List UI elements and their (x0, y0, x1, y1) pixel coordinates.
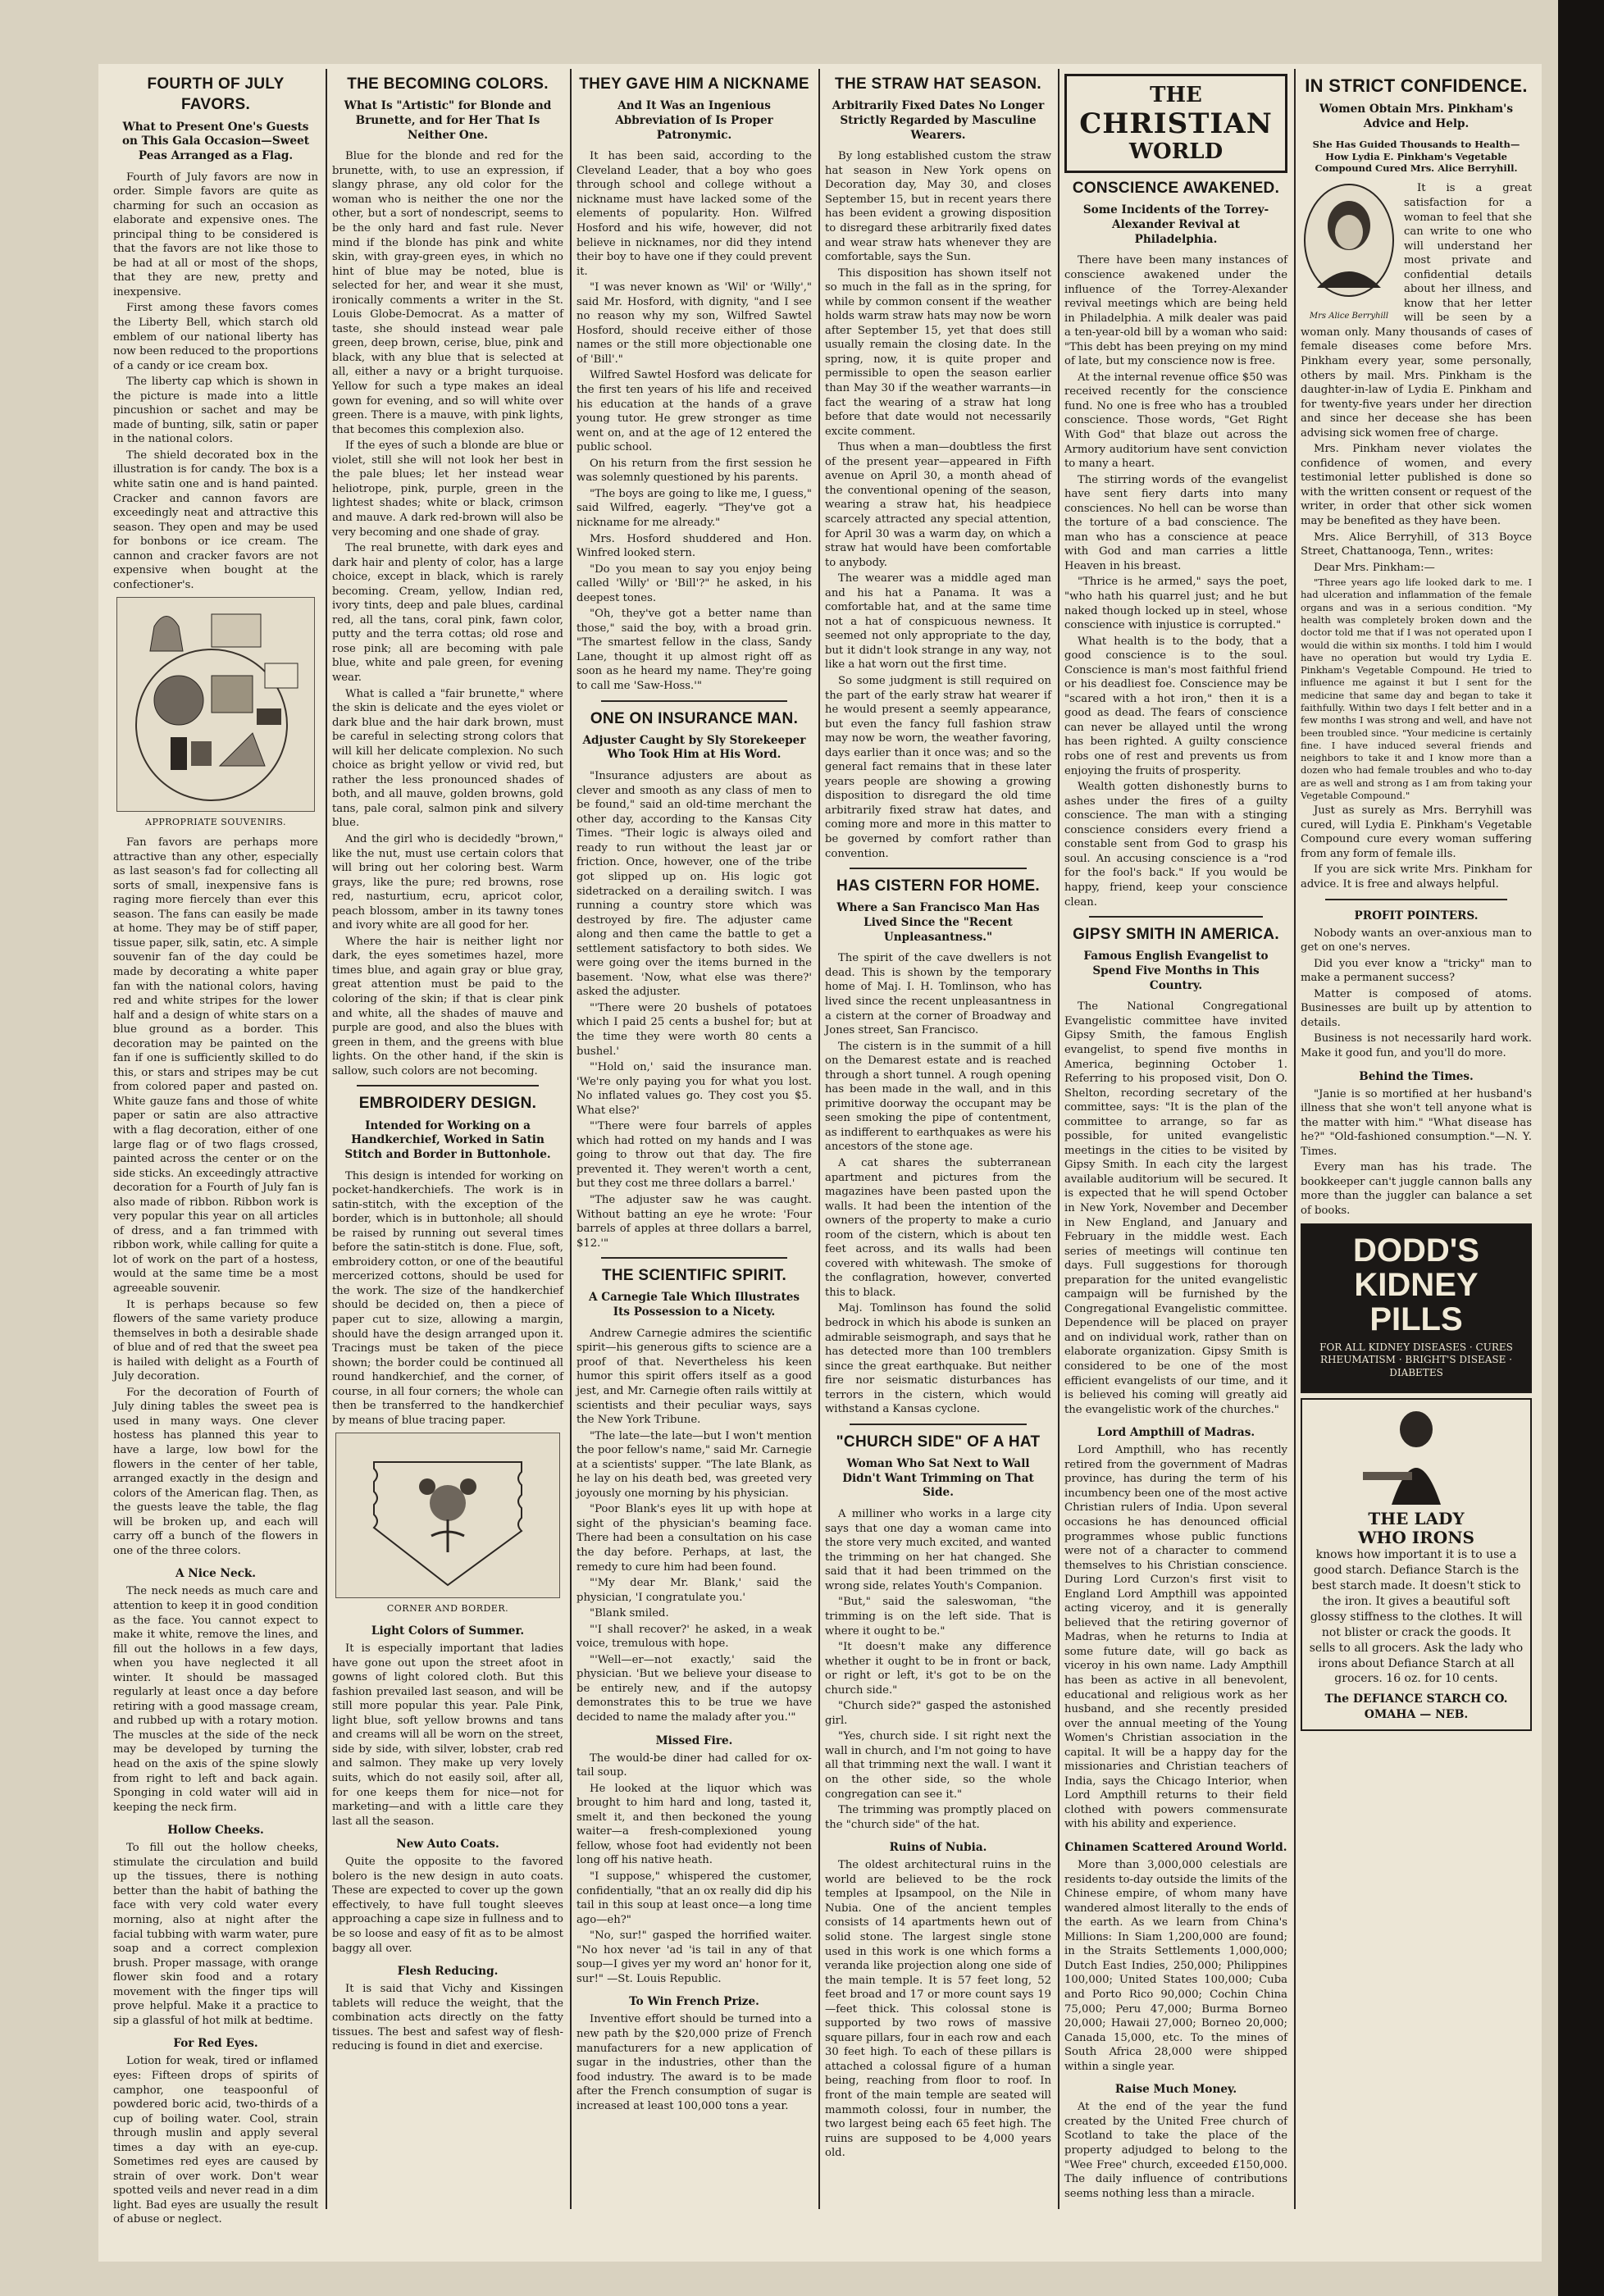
paragraph: This disposition has shown itself not so much in the fall as in the spring, for while by common consent if the weather holds warm straw hats may now be worn after September 15, yet that does still usually remain the closing date. In the spring, now, it is quite proper and permissible to open the season earlier than May 30 if the weather warrants—in fact the wearing of a straw hat long before that date would not necessarily excite comment. (825, 266, 1051, 438)
dodds-line-2: KIDNEY (1354, 1266, 1479, 1303)
paragraph: Mrs. Alice Berryhill, of 313 Boyce Street, Chattanooga, Tenn., writes: (1301, 531, 1532, 558)
column-6 (1301, 71, 1532, 2203)
paragraph: "'Hold on,' said the insurance man. 'We're only paying you for what you lost. No inflated values go. They cost you $5. What else?' (576, 1061, 812, 1117)
dodds-line-3: PILLS (1369, 1301, 1463, 1337)
deck: What to Present One's Guests on This Gala Occasion—Sweet Peas Arranged as a Flag. (121, 120, 309, 162)
paragraph: The shield decorated box in the illustration is for candy. The box is a white satin one and is hand painted. Cracker and cannon favors are exceedingly neat and attractive this season. They open and may be used for bonbons or ice cream. The cannon and cracker favors are not expensive when bought at the confectioner's. (113, 449, 318, 591)
paragraph: The trimming was promptly placed on the "church side" of the hat. (825, 1804, 1051, 1831)
headline: THE BECOMING COLORS. (347, 75, 549, 93)
paragraph: He looked at the liquor which was brought to him hard and long, tasted it, smelt it, and then beckoned the young waiter—a fresh-complexioned young fellow, whose foot had evidently not been long off his native heath. (576, 1782, 812, 1867)
paragraph: Lord Ampthill, who has recently retired from the government of Madras province, has during the term of his incumbency been one of the most active Christian rulers of India. Upon several occasions he has denounced official programmes whose public functions were not of a character to commend themselves to his Christian conscience. During Lord Curzon's first visit to England Lord Ampthill was appointed acting viceroy, and it is generally believed that the retiring governor of Madras, when he returns to India at some future date, will go back as viceroy in his own name. Lady Ampthill has been as active in all benevolent, educational and religious work as her husband, and she recently presided over the annual meeting of the Young Women's Christian association in the capital. It will be a happy day for the missionaries and Christian teachers of India, says the Chicago Interior, when Lord Ampthill returns to their field clothed with powers commensurate with his ability and experience. (1064, 1444, 1287, 1831)
deck: Arbitrarily Fixed Dates No Longer Strictly Regarded by Masculine Wearers. (832, 99, 1045, 142)
column-rule (326, 69, 327, 2209)
subhead: Lord Ampthill of Madras. (1096, 1426, 1255, 1440)
paragraph: By long established custom the straw hat season in New York opens on Decoration day, May 30, and closes September 15, but in recent years there has been evident a growing disposition to disregard these arbitrarily fixed dates and wear straw hats whenever they are comfortable, says the Sun. (825, 150, 1051, 264)
paragraph: Thus when a man—doubtless the first of the present year—appeared in Fifth avenue on April 30, a month ahead of the conventional opening of the season, wearing a straw hat, his headpiece scarcely attracted any special attention, for April 30 was a warm day, on which a straw hat would have been comfortable to anybody. (825, 441, 1051, 569)
headline: GIPSY SMITH IN AMERICA. (1073, 926, 1279, 944)
paragraph: "It doesn't make any difference whether it ought to be in front or back, or right or left, it's got to be on the church side." (825, 1641, 1051, 1697)
paragraph: To fill out the hollow cheeks, stimulate the circulation and build up the tissues, there is nothing better than the habit of bathing the face with very cold water every morning, also at night after the facial tubbing with warm water, pure soap and a correct complexion brush. Proper massage, with orange flower skin food and a rotary movement with the finger tips will prove helpful. Make it a practice to sip a glassful of hot milk at bedtime. (113, 1842, 318, 2027)
paragraph: For the decoration of Fourth of July dining tables the sweet pea is used in many ways. One clever hostess has planned this year to have a large, low bowl for the flowers in the center of her table, arranged exactly in the design and colors of the American flag. Then, as the guests leave the table, the flag will be broken up, and each will carry off a bunch of the flowers in one of the three colors. (113, 1386, 318, 1557)
subhead: Ruins of Nubia. (889, 1841, 987, 1855)
embroidery-illustration (335, 1433, 560, 1598)
paragraph: More than 3,000,000 celestials are residents to-day outside the limits of the Chinese empire, of whom many have wandered almost literally to the ends of the earth. As we learn from China's Millions: In Siam 1,200,000 are found; in the Straits Settlements 1,000,000; Dutch East Indies, 250,000; Philippines 100,000; United States 100,000; Cuba and Porto Rico 90,000; Cochin China 75,000; Peru 47,000; Burma Borneo 20,000; Hawaii 27,000; Borneo 20,000; Canada 15,000, etc. To the mines of South Africa 28,000 were shipped within a single year. (1064, 1859, 1287, 2073)
headline: ONE ON INSURANCE MAN. (590, 709, 799, 727)
paragraph: It has been said, according to the Cleveland Leader, that a boy who goes through school and college without a nickname must have lacked some of the elements of popularity. Hon. Wilfred Hosford and his wife, however, did not believe in nicknames, nor did they intend their boy to have one if they could prevent it. (576, 150, 812, 278)
headline: FOURTH OF JULY FAVORS. (147, 75, 285, 114)
deck: Woman Who Sat Next to Wall Didn't Want Trimming on That Side. (842, 1457, 1034, 1500)
paragraph: Andrew Carnegie admires the scientific spirit—his generous gifts to science are a proof of that. Nevertheless his keen humor this spirit offers itself as a good jest, and Mr. Carnegie often rails wittily at scientists and their peculiar ways, says the New York Tribune. (576, 1327, 812, 1427)
paragraph: Mrs. Pinkham never violates the confidence of women, and every testimonial letter published is done so with the written consent or request of the writer, in order that other sick women may be benefited as they have been. (1301, 443, 1532, 527)
paragraph: "The boys are going to like me, I guess," said Wilfred, eagerly. "They've got a nickname for me already." (576, 487, 812, 529)
caption: CORNER AND BORDER. (386, 1603, 509, 1615)
paragraph: Fan favors are perhaps more attractive than any other, especially as last season's fad for collecting all sorts of small, inexpensive fans is raging more fiercely than ever this season. The fans can easily be made at home. They may be of stiff paper, tissue paper, silk, satin, etc. A simple souvenir fan of the day could be made by decorating a white paper fan with the national colors, having red and white stripes for the lower half and a design of white stars on a blue ground as a border. This decoration may be painted on the fan if one is sufficiently skilled to do this, or stars and stripes may be cut from colored paper and pasted on. White gauze fans and those of white paper or satin are also attractive with a flag decoration, either of one large flag or of two flags crossed, painted across the center or on the side sticks. An exceedingly attractive decoration for a Fourth of July fan is also made of ribbon. Ribbon work is very popular this year on all articles of dress, and a fan trimmed with ribbon work, while calling for quite a lot of work on the part of a hostess, would at the same time be a most agreeable souvenir. (113, 836, 318, 1295)
paragraph: On his return from the first session he was solemnly questioned by his parents. (576, 457, 812, 485)
subhead: Behind the Times. (1359, 1069, 1474, 1083)
paragraph: At the end of the year the fund created by the United Free church of Scotland to take the place of the property adjudged to belong to the "Wee Free" church, exceeded £150,000. The daily influence of contributions seems nothing less than a miracle. (1064, 2101, 1287, 2200)
paragraph: Maj. Tomlinson has found the solid bedrock in which his abode is sunken an admirable seismograph, and says that he has detected more than 100 tremblers since the great earthquake. But neither fire nor seismatic disturbances has terrors in the cistern, which would withstand a Kansas cyclone. (825, 1302, 1051, 1416)
paragraph: "Oh, they've got a better name than those," said the boy, with a broad grin. "The smartest fellow in the class, Sandy Lane, thought it up almost right off as soon as he heard my name. They're going to call me 'Saw-Hoss.'" (576, 608, 812, 692)
column-1 (113, 71, 318, 2226)
column-4 (825, 71, 1051, 2203)
masthead-christian: CHRISTIAN (1079, 107, 1273, 140)
deck: Some Incidents of the Torrey-Alexander Revival at Philadelphia. (1082, 203, 1269, 246)
defiance-starch-ad (1301, 1398, 1532, 1731)
paragraph: Business is not necessarily hard work. Make it good fun, and you'll do more. (1301, 1032, 1532, 1059)
paragraph: "Janie is so mortified at her husband's illness that she won't tell anyone what is the matter with him." "What disease has he?" "Old-fashioned consumption."—N. Y. Times. (1301, 1087, 1532, 1158)
dodds-line-1: DODD'S (1353, 1232, 1479, 1269)
column-rule (570, 69, 572, 2209)
paragraph: "Yes, church side. I sit right next the wall in church, and I'm not going to have all that trimming next the wall. I want it on the other side, so the whole congregation can see it." (825, 1730, 1051, 1801)
paragraph: "Poor Blank's eyes lit up with hope at sight of the physician's beaming face. There had been a consultation on his case the day before. Perhaps, at last, the remedy to cure him had been found. (576, 1503, 812, 1574)
paragraph: "Thrice is he armed," says the poet, "who hath his quarrel just; and he but naked though locked up in steel, whose conscience with injustice is corrupted." (1064, 576, 1287, 632)
subhead: Flesh Reducing. (397, 1965, 499, 1979)
lady-company: The DEFIANCE STARCH CO. (1324, 1692, 1508, 1706)
paragraph: "Church side?" gasped the astonished girl. (825, 1700, 1051, 1727)
paragraph: So some judgment is still required on the part of the early straw hat wearer if he would present a seemly appearance, but even the fancy full fashion straw may now be worn, the weather favoring, days earlier than it once was; and so the general fact remains that in these later years people are showing a growing disposition to disregard the old time arbitrarily fixed straw hat dates, and coming more and more in this matter to be governed by comfort rather than convention. (825, 674, 1051, 860)
paragraph: The real brunette, with dark eyes and dark hair and plenty of color, has a large choice, except in black, which is rarely becoming. Cream, yellow, Indian red, ivory tints, deep and pale blues, cardinal red, all the tans, coral pink, fawn color, putty and the terra cottas; old rose and rose pink; all are becoming with pale blue, white and pale green, for evening wear. (332, 542, 563, 684)
paragraph: Quite the opposite to the favored bolero is the new design in auto coats. These are expected to cover up the gown effectively, to have full tought sleeves approaching a cape size in fullness and to be so loose and easy of fit as to be almost baggy all over. (332, 1856, 563, 1955)
deck: A Carnegie Tale Which Illustrates Its Possession to a Nicety. (588, 1291, 800, 1319)
paragraph: The wearer was a middle aged man and his hat a Panama. It was a comfortable hat, and at the same time not a hat of conspicuous newness. It seemed not only appropriate to the day, but it didn't look strange in any way, not like a hat worn out the first time. (825, 572, 1051, 672)
paragraph: "I suppose," whispered the customer, confidentially, "that an ox really did dip his tail in this soup at least once—a long time ago—eh?" (576, 1870, 812, 1926)
paragraph: Just as surely as Mrs. Berryhill was cured, will Lydia E. Pinkham's Vegetable Compound cure every woman suffering from any form of female ills. (1301, 804, 1532, 860)
masthead-the: THE (1150, 83, 1202, 107)
paragraph: What is called a "fair brunette," where the skin is delicate and the eyes violet or dark blue and the hair dark brown, must be careful in selecting strong colors that will kill her delicate complexion. No such choice as bright yellow or vivid red, but rather the less pronounced shades of both, and all mauve, golden browns, gold tans, pale coral, salmon pink and silvery blue. (332, 687, 563, 830)
paragraph: It is especially important that ladies have gone out upon the street afoot in gowns of light colored cloth. But this fashion prevailed last season, and will be still more popular this year. Pale Pink, light blue, soft yellow browns and tans and creams will all be worn on the street, side by side, with silver, lobster, crab red and salmon. They make up very lovely suits, which do not easily soil, after all, for one keeps them for nice—not for marketing—and with a little care they last all the season. (332, 1642, 563, 1828)
subhead: To Win French Prize. (629, 1995, 759, 2009)
paragraph: Where the hair is neither light nor dark, the eyes sometimes hazel, more times blue, and again gray or blue gray, great attention must be paid to the coloring of the skin; if that is clear pink and white, all the shades of mauve and purple are good, and also the blues with green in them, and the greens with blue lights. On the other hand, if the skin is sallow, such colors are not becoming. (332, 935, 563, 1077)
souvenirs-illustration (116, 597, 315, 812)
subhead: A Nice Neck. (175, 1567, 257, 1581)
paragraph: The stirring words of the evangelist have sent fiery darts into many consciences. No hell can be worse than the torture of a bad conscience. The man who has a conscience at peace with God and man carries a little Heaven in his breast. (1064, 473, 1287, 572)
paragraph: The liberty cap which is shown in the picture is made into a little pincushion or sachet and may be made of bunting, silk, satin or paper in the national colors. (113, 376, 318, 446)
dodds-box (1302, 1225, 1530, 1392)
paragraph: What health is to the body, that a good conscience is to the soul. Conscience is man's most faithful friend or his deadliest foe. Conscience may be "scared with a hot iron," then it is a good as dead. The fears of conscience can never be allayed until the wrong has been righted. A guilty conscience robs one of rest and prevents us from enjoying the fruits of prosperity. (1064, 635, 1287, 777)
paragraph: "Insurance adjusters are about as clever and smooth as any class of men to be found," said an old-time merchant the other day, according to the Kansas City Times. "Their logic is always oiled and ready to run without the least jar or friction. Once, however, one of the tribe got slipped up on. His logic got sidetracked on a derailing switch. I was running a country store which was destroyed by fire. The adjuster came along and then came the battle to get a settlement satisfactory to both sides. We were going over the items burned in the basement. 'Now, what else was there?' asked the adjuster. (576, 770, 812, 999)
paragraph: "Do you mean to say you enjoy being called 'Willy' or 'Bill'?" he asked, in his deepest tones. (576, 563, 812, 604)
paragraph: "But," said the saleswoman, "the trimming is on the left side. That is where it ought to be." (825, 1596, 1051, 1638)
subhead: PROFIT POINTERS. (1354, 909, 1479, 922)
lady-line-1: THE LADY (1368, 1509, 1465, 1529)
divider (601, 700, 787, 702)
subhead: Raise Much Money. (1114, 2083, 1237, 2097)
paragraph: Wealth gotten dishonestly burns to ashes under the fires of a guilty conscience. The man with a stinging conscience considers every friend a constable sent from God to grasp his soul. An accusing conscience is a "rod for the fool's back." If you would be happy, friend, keep your conscience clean. (1064, 781, 1287, 909)
paragraph: The cistern is in the summit of a hill on the Demarest estate and is reached through a short tunnel. A rough opening has been made in the wall, and in this primitive doorway the occupant may be seen smoking the pipe of contentment, as indifferent to earthquakes as were his ancestors of the stone age. (825, 1040, 1051, 1154)
headline: CONSCIENCE AWAKENED. (1072, 180, 1280, 198)
headline: HAS CISTERN FOR HOME. (836, 877, 1041, 895)
ironing-lady-drawing (1347, 1406, 1486, 1505)
divider (1089, 916, 1263, 918)
paragraph: If the eyes of such a blonde are blue or violet, still she will not look her best in the pale blues; let her instead wear heliotrope, pink, purple, green in the lightest shades; white or black, crimson and mauve. A dark red-brown will also be very becoming and one shade of gray. (332, 440, 563, 539)
paragraph: It is perhaps because so few flowers of the same variety produce themselves in both a desirable shade of blue and of red that the sweet pea is hailed with delight as a Fourth of July decoration. (113, 1298, 318, 1383)
deck: And It Was an Ingenious Abbreviation of Is Proper Patronymic. (615, 99, 773, 142)
paragraph: "The adjuster saw he was caught. Without batting an eye he wrote: 'Four barrels of apples at three dollars a barrel, $12.'" (576, 1193, 812, 1250)
deck: Women Obtain Mrs. Pinkham's Advice and Help. (1319, 102, 1513, 130)
headline: EMBROIDERY DESIGN. (358, 1095, 537, 1113)
caption: APPROPRIATE SOUVENIRS. (145, 817, 286, 828)
paragraph: If you are sick write Mrs. Pinkham for advice. It is free and always helpful. (1301, 863, 1532, 891)
paragraph: Nobody wants an over-anxious man to get on one's nerves. (1301, 927, 1532, 954)
column-2 (332, 71, 563, 2203)
christian-world-masthead (1064, 74, 1287, 173)
column-rule (818, 69, 820, 2209)
column-rule (1058, 69, 1059, 2209)
portrait-drawing (1301, 183, 1397, 306)
subhead: Missed Fire. (655, 1733, 733, 1747)
paragraph: The neck needs as much care and attention to keep it in good condition as the face. You cannot expect to make it white, remove the lines, and fill out the hollows in a few days, when you have neglected it all winter. It should be massaged regularly at least once a day before retiring with a good massage cream, and rubbed up with a rotary motion. The muscles at the side of the neck may be developed by turning the head on the axis of the spine slowly from right to left and back again. Sponging in cold water will aid in keeping the neck firm. (113, 1585, 318, 1814)
testimonial: "Three years ago life looked dark to me. I had ulceration and inflammation of the female organs and was in a serious condition. "My health was completely broken down and the doctor told me that if I was not operated upon I would die within six months. I told him I would have no operation but would try Lydia E. Pinkham's Vegetable Compound. He tried to influence me against it but I sent for the medicine that same day and began to take it faithfully. Within two days I felt better and in a few months I was strong and well, and have not been troubled since. "Your medicine is certainly fine. I have induced several friends and neighbors to take it and I know more than a dozen who had female troubles and who to-day are as well and strong as I am from taking your Vegetable Compound." (1301, 576, 1532, 801)
paragraph: At the internal revenue office $50 was received recently for the conscience fund. No one is free who has a troubled conscience. Those words, "Get Right With God" that blaze out across the Armory auditorium have sent conviction to many a heart. (1064, 371, 1287, 471)
deck: Intended for Working on a Handkerchief, Worked in Satin Stitch and Border in Buttonhole. (344, 1118, 551, 1161)
paragraph: "'Well—er—not exactly,' said the physician. 'But we believe your disease to be entirely new, and if the autopsy demonstrates this to be true we have decided to name the malady after you.'" (576, 1653, 812, 1724)
divider (850, 1424, 1027, 1425)
deck: What Is "Artistic" for Blonde and Brunette, and for Her That Is Neither One. (344, 99, 552, 142)
lady-city: OMAHA — NEB. (1364, 1708, 1469, 1722)
paragraph: Mrs. Hosford shuddered and Hon. Winfred looked stern. (576, 532, 812, 560)
subhead: For Red Eyes. (173, 2037, 258, 2051)
paragraph: "The late—the late—but I won't mention the poor fellow's name," said Mr. Carnegie at a scientists' supper. "The late Blank, as he lay on his death bed, was greeted very joyously one morning by his physician. (576, 1429, 812, 1500)
paragraph: The oldest architectural ruins in the world are believed to be the rock temples at Ipsampool, on the Nile in Nubia. One of the ancient temples consists of 14 apartments hewn out of solid stone. The largest single stone used in this work is one which forms a veranda like projection along one side of the main temple. It is 57 feet long, 52 feet broad and 17 or more count says 19—feet thick. This colossal stone is supported by two rows of massive square pillars, four in each row and each 30 feet high. To each of these pillars is attached a colossal figure of a human being, reaching from floor to roof. In front of the main temple are seated will mammoth colossi, four in number, the two largest being each 65 feet high. The ruins are supposed to be 4,000 years old. (825, 1859, 1051, 2160)
souvenirs-drawing (121, 602, 310, 807)
dodds-kidney-pills-ad (1301, 1223, 1532, 1394)
masthead-world: WORLD (1128, 139, 1224, 164)
column-3 (576, 71, 812, 2203)
paragraph: Inventive effort should be turned into a new path by the $20,000 prize of French manufacturers for a new application of sugar in the industries, other than the food industry. The award is to be made after the French consumption of sugar is increased at least 100,000 tons a year. (576, 2013, 812, 2112)
paragraph: The spirit of the cave dwellers is not dead. This is shown by the temporary home of Maj. I. H. Tomlinson, who has lived since the recent unpleasantness in a cistern at the corner of Broadway and Jones street, San Francisco. (825, 952, 1051, 1037)
headline: IN STRICT CONFIDENCE. (1305, 75, 1528, 96)
paragraph: Dear Mrs. Pinkham:— (1314, 561, 1435, 574)
headline: THE SCIENTIFIC SPIRIT. (601, 1267, 787, 1285)
lady-line-2: WHO IRONS (1358, 1528, 1474, 1548)
paragraph: "'My dear Mr. Blank,' said the physician, 'I congratulate you.' (576, 1577, 812, 1604)
paragraph: This design is intended for working on pocket-handkerchiefs. The work is in satin-stitch, with the exception of the border, which is in buttonhole; all should be raised by running out several times before the satin-stitch is done. Flue, soft, embroidery cotton, or one of the beautiful mercerized cottons, should be used for the work. The size of the handkerchief should be decided on, then a piece of paper cut to size, allowing a margin, should have the design arranged upon it. Tracings must be taken of the piece shown; the border could be continued all round handkerchief, and the corner, of course, in all four corners; the whole can then be transferred to the handkerchief by means of blue tracing paper. (332, 1169, 563, 1427)
paragraph: There have been many instances of conscience awakened under the influence of the Torrey-Alexander revival meetings which are being held in Philadelphia. A milk dealer was paid a ten-year-old bill by a woman who said: "This debt has been preying on my mind of late, but my conscience now is free. (1064, 254, 1287, 368)
deck: Adjuster Caught by Sly Storekeeper Who Took Him at His Word. (582, 733, 806, 762)
paragraph: It is a great satisfaction for a woman to feel that she can write to one who will understand her most private and confidential details about her illness, and know that her letter will be seen by a woman only. Many thousands of cases of female diseases come before Mrs. Pinkham every year, some personally, others by mail. Mrs. Pinkham is the daughter-in-law of Lydia E. Pinkham and for twenty-five years under her direction and since her decease she has been advising sick women free of charge. (1301, 182, 1532, 440)
deck: Where a San Francisco Man Has Lived Since the "Recent Unpleasantness." (836, 901, 1040, 944)
column-5 (1064, 71, 1287, 2203)
embroidery-drawing (349, 1437, 546, 1593)
headline: THE STRAW HAT SEASON. (835, 75, 1041, 93)
paragraph: "'I shall recover?' he asked, in a weak voice, tremulous with hope. (576, 1623, 812, 1651)
headline: THEY GAVE HIM A NICKNAME (579, 75, 809, 93)
divider (601, 1257, 787, 1259)
subhead: New Auto Coats. (396, 1838, 499, 1852)
paragraph: Wilfred Sawtel Hosford was delicate for the first ten years of his life and received his education at the hands of a grave young tutor. He grew stronger as time went on, and at the age of 12 entered the public school. (576, 369, 812, 454)
subhead: Chinamen Scattered Around World. (1064, 1841, 1287, 1855)
subhead: Hollow Cheeks. (167, 1824, 264, 1838)
paragraph: Every man has his trade. The bookkeeper can't juggle cannon balls any more than the juggler can balance a set of books. (1301, 1161, 1532, 1217)
page-edge (1558, 0, 1604, 2296)
paragraph: "'There were four barrels of apples which had rotted on my hands and I was going to throw out that day. The fire prevented it. They weren't worth a cent, but they cost me three dollars a barrel.' (576, 1120, 812, 1191)
column-rule (1294, 69, 1296, 2209)
divider (850, 868, 1027, 869)
divider (1325, 899, 1507, 900)
paragraph: A milliner who works in a large city says that one day a woman came into the store very much excited, and wanted the trimming on her hat changed. She said that it had been trimmed on the wrong side, relates Youth's Companion. (825, 1508, 1051, 1592)
paragraph: The would-be diner had called for ox-tail soup. (576, 1752, 812, 1779)
paragraph: "I was never known as 'Wil' or 'Willy'," said Mr. Hosford, with dignity, "and I see no reason why my son, Wilfred Sawtel Hosford, should receive either of those names or the still more objectionable one of 'Bill'." (576, 281, 812, 366)
paragraph: "'There were 20 bushels of potatoes which I paid 25 cents a bushel for; but at the time they were worth 80 cents a bushel.' (576, 1001, 812, 1058)
paragraph: A cat shares the subterranean apartment and pictures from the magazines have been pasted upon the walls. It had been the intention of the owners of the property to make a curio room of the cistern, which is about ten feet across, and its walls had been covered with whitewash. The smoke of the conflagration, however, converted this to black. (825, 1157, 1051, 1299)
deck: She Has Guided Thousands to Health—How Lydia E. Pinkham's Vegetable Compound Cured Mrs. Alice Berryhill. (1312, 138, 1520, 175)
paragraph: Fourth of July favors are now in order. Simple favors are quite as charming for such an occasion as elaborate and expensive ones. The principal thing to be considered is that the favors are not like those to be had at all or most of the shops, that they are new, pretty and inexpensive. (113, 171, 318, 298)
paragraph: And the girl who is decidedly "brown," like the nut, must use certain colors that will bring out her coloring best. Warm grays, like the pure; red browns, rose red, nasturtium, ecru, apricot color, peach blossom, amber in its tawny tones and ivory white are all good for her. (332, 832, 563, 932)
divider (357, 1085, 539, 1086)
paragraph: "Blank smiled. (590, 1607, 669, 1620)
portrait-label: Mrs Alice Berryhill (1309, 311, 1389, 321)
deck: Famous English Evangelist to Spend Five Months in This Country. (1083, 950, 1269, 992)
paragraph: Did you ever know a "tricky" man to make a permanent success? (1301, 957, 1532, 985)
paragraph: The National Congregational Evangelistic committee have invited Gipsy Smith, the famous English evangelist, to spend five months in America, beginning October 1. Referring to his proposed visit, Don O. Shelton, recording secretary of the committee, says: "It is the plan of the committee to arrange, so far as possible, for united evangelistic meetings in the cities to be visited by Gipsy Smith. In each city the largest available auditorium will be secured. It is expected that he will spend October in New York, November and December in New England, and January and February in the middle west. Each series of meetings will continue ten days. Full suggestions for thorough preparation for the united evangelistic campaign will be furnished by the Congregational Evangelistic committee. Dependence will be placed on prayer and on individual work, rather than on elaborate organization. Gipsy Smith is considered to be one of the most efficient evangelists of our time, and it is believed his coming will greatly aid the evangelistic work of the churches." (1064, 1000, 1287, 1416)
paragraph: Matter is composed of atoms. Businesses are built up by attention to details. (1301, 987, 1532, 1029)
paragraph: Blue for the blonde and red for the brunette, with, to use an expression, if slangy phrase, any old color for the woman who is neither the one nor the other, but a sort of nondescript, seems to be the only hard and fast rule. Never mind if the blonde has pink and white skin, with gray-green eyes, in which no hint of blue may be noted, blue is selected for her, and wear it she must, ironically comments a writer in the St. Louis Globe-Democrat. As a matter of taste, she should instead wear pale green, deep brown, cerise, blue, pink and black, with any blue that is selected at all, either a navy or a bright turquoise. Yellow for such a type makes an ideal gown for evening, and so will white over green. There is a mauve, with pink lights, that becomes this complexion also. (332, 150, 563, 436)
paragraph: It is said that Vichy and Kissingen tablets will reduce the weight, that the combination acts directly on the fatty tissues. The best and safest way of flesh-reducing is found in diet and exercise. (332, 1983, 563, 2053)
headline: "CHURCH SIDE" OF A HAT (836, 1433, 1041, 1451)
paragraph: First among these favors comes the Liberty Bell, which starch old emblem of our national liberty has now been reduced to the proportions of a candy or ice cream box. (113, 302, 318, 372)
lady-body: knows how important it is to use a good starch. Defiance Starch is the best starch made. It doesn't stick to the iron. It gives a beautiful soft glossy stiffness to the clothes. It will not blister or crack the goods. It sells to all grocers. Ask the lady who irons about Defiance Starch at all grocers. 16 oz. for 10 cents. (1309, 1548, 1524, 1686)
dodds-line-4: FOR ALL KIDNEY DISEASES · CURES RHEUMATISM · BRIGHT'S DISEASE · DIABETES (1319, 1341, 1513, 1379)
paragraph: "No, sur!" gasped the horrified waiter. "No hox never 'ad 'is tail in any of that soup—I gives yer my word an' honor for it, sur!" —St. Louis Republic. (576, 1929, 812, 1985)
portrait (1301, 183, 1397, 321)
paragraph: Lotion for weak, tired or inflamed eyes: Fifteen drops of spirits of camphor, one teaspoonful of powdered boric acid, two-thirds of a cup of boiling water. Cool, strain through muslin and apply several times a day with an eye-cup. Sometimes red eyes are caused by strain of over work. Don't wear spotted veils and never read in a dim light. Bad eyes are usually the result of abuse or neglect. (113, 2055, 318, 2226)
subhead: Light Colors of Summer. (371, 1624, 525, 1638)
